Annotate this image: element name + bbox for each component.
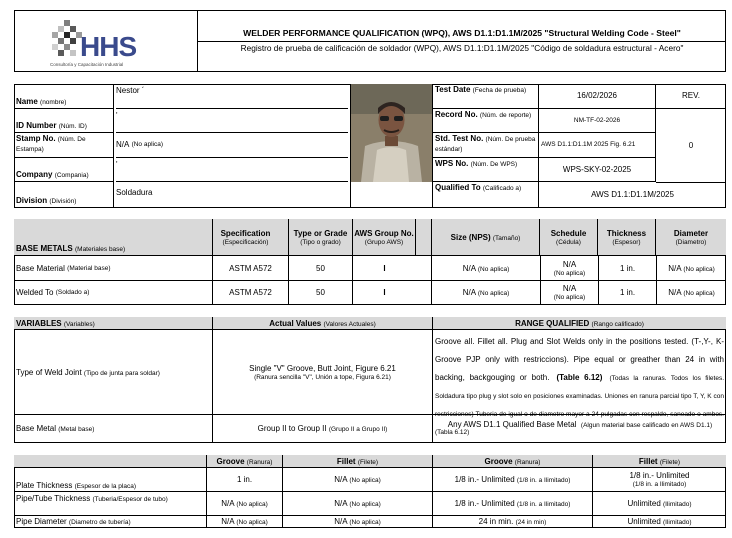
pipe-diameter-label-cell [16,517,206,527]
pipe-thickness-range-fillet-cell [593,492,726,516]
pipe-thickness-range-fillet: Unlimited [627,499,661,508]
pipe-diameter-groove: N/A [221,517,235,526]
col-spec-sub: (Especificación) [222,238,269,246]
division-label-sub: (División) [49,198,77,205]
company-label-sub: (Compania) [54,172,89,179]
welded-to-diameter-sub: (No aplica) [683,290,715,297]
actual-groove: Groove [216,457,245,466]
pipe-diameter-groove-cell [206,516,282,528]
welded-to-diameter-cell [656,281,726,305]
range-groove-header [433,455,593,468]
col-range-sub: (Rango calificado) [591,321,644,328]
pipe-diameter-fillet-cell [282,516,433,528]
welder-photo [351,84,432,182]
base-material-label-cell [16,256,212,281]
welded-to-schedule-cell [540,281,598,305]
joint-label-cell [16,330,206,415]
joint-value-cell [212,330,433,415]
col-thickness-header [598,219,656,256]
welded-to-grade: 50 [288,281,352,305]
actual-groove-header [206,455,282,468]
pipe-thickness-label-sub: (Tuberia/Espesor de tubo) [92,496,168,503]
form-title: WELDER PERFORMANCE QUALIFICATION (WPQ), AWS D1.1:D1.1M/2025 "Structural Welding Code - Steel" [198,26,726,42]
base-material-spec: ASTM A572 [212,256,288,281]
wps-label: WPS No. [435,159,469,168]
pipe-thickness-range-groove-cell [433,492,593,516]
welder-photo-cell [350,84,433,208]
stamp-label-sub: (Núm. De Estampa) [16,136,86,153]
stamp-value-sub: (No aplica) [131,141,164,148]
actual-fillet-header [282,455,433,468]
joint-value: Single "V" Groove, Butt Joint, Figure 6.21 [249,363,396,373]
test-date-value: 16/02/2026 [539,84,656,109]
range-fillet: Fillet [638,457,658,466]
welded-to-size-cell [432,281,540,305]
base-metal-label-cell [16,415,206,443]
test-date-label-cell [433,84,539,109]
pipe-thickness-label-cell [16,494,206,504]
base-metal-range-cell [436,418,724,442]
col-schedule-header [540,219,598,256]
col-thickness-sub: (Espesor) [612,238,641,246]
joint-range: Groove all. Fillet all. Plug and Slot Welds only in the positions tested. (T-,Y-, K-Groove PJP only with restriccions). Pipe equal or greather than 24 in with backing, backgouging or both. [435,337,724,382]
std-label-cell [433,133,539,158]
test-date-label-sub: (Fecha de prueba) [472,87,527,94]
std-value: AWS D1.1:D1.1M 2025 Fig. 6.21 [539,133,656,158]
base-material-size-sub: (No aplica) [477,265,510,273]
test-date-label: Test Date [435,85,471,94]
base-metal-value-sub: (Grupo II a Grupo II) [328,426,388,433]
pipe-thickness-groove-cell [206,492,282,516]
col-spec: Specification [220,228,271,238]
pipe-diameter-range-fillet-cell [593,516,726,528]
pipe-thickness-fillet-cell [282,492,433,516]
col-schedule-sub: (Cédula) [556,238,581,246]
pipe-thickness-range-groove: 1/8 in.- Unlimited [454,499,515,508]
joint-range-ref: (Table 6.12) [556,373,603,382]
col-type-header [288,219,352,256]
joint-range-sub: (Todas la ranuras. Todos los filetes. Soldadura tipo plug y slot solo en posiciones examinadas. Uniones en ranura parcial tipo T, Y, K con restricciones) Tuberia de igual o de diametro mayor a 24 pulgadas con respaldo, saneado o ambos. (Tabla 6.12) [435,375,725,436]
base-material-schedule-sub: (No aplica) [553,269,586,277]
pipe-thickness-fillet: N/A [334,499,348,508]
range-fillet-sub: (Filete) [659,459,681,466]
base-metals-title-sub: (Materiales base) [74,246,126,253]
col-aws-sub: (Grupo AWS) [364,238,404,246]
pipe-thickness-groove: N/A [221,499,235,508]
base-metal-label: Base Metal [16,424,57,433]
welded-to-diameter: N/A [668,288,682,297]
plate-thickness-fillet: N/A [334,475,348,484]
base-metal-value-cell [212,415,433,443]
id-value: ' [116,111,348,133]
stamp-value-cell [116,133,348,158]
name-label-sub: (nombre) [40,99,67,106]
base-material-label-sub: (Material base) [67,264,111,272]
plate-thickness-range-fillet: 1/8 in.- Unlimited [629,471,690,480]
base-material-grade: 50 [288,256,352,281]
id-label: ID Number [16,121,57,130]
std-label: Std. Test No. [435,134,484,143]
col-size: Size (NPS) [450,232,491,242]
rev-label: REV. [656,84,726,109]
logo-tagline: Consultoría y Capacitación Industrial [50,62,124,67]
welded-to-thickness: 1 in. [598,281,656,305]
range-groove: Groove [484,457,513,466]
col-range-header [433,317,726,330]
welded-to-size: N/A [462,288,476,297]
col-schedule: Schedule [550,228,587,238]
col-type: Type or Grade [293,228,348,238]
col-type-sub: (Tipo o grado) [300,238,341,246]
qualified-value: AWS D1.1:D1.1M/2025 [591,190,674,199]
col-size-header [432,219,540,256]
pipe-diameter-fillet-sub: (No aplica) [349,519,381,526]
variables-title-cell [16,319,95,329]
base-material-thickness: 1 in. [598,256,656,281]
wps-label-sub: (Núm. De WPS) [470,161,518,168]
pipe-diameter-range-groove-sub: (24 in min) [515,519,547,526]
col-diameter: Diameter [673,228,709,238]
pipe-thickness-fillet-sub: (No aplica) [349,501,381,508]
base-metal-range: Any AWS D1.1 Qualified Base Metal [447,420,577,429]
record-label-cell [433,109,539,133]
plate-thickness-label-cell [16,481,206,491]
pipe-diameter-groove-sub: (No aplica) [236,519,268,526]
rev-value: 0 [688,140,694,150]
pipe-thickness-range-fillet-sub: (Ilimitado) [663,501,692,508]
plate-thickness-range-groove: 1/8 in.- Unlimited [454,475,515,484]
col-size-sub: (Tamaño) [492,234,521,242]
base-material-diameter-sub: (No aplica) [683,265,715,273]
division-label: Division [16,196,48,205]
pipe-diameter-label: Pipe Diameter [16,517,67,526]
base-metal-label-sub: (Metal base) [58,426,95,433]
range-fillet-header [593,455,726,468]
actual-groove-sub: (Ranura) [246,459,273,466]
id-label-sub: (Núm. ID) [58,123,87,130]
base-material-group: I [352,256,416,281]
division-value: Soldadura [116,188,153,197]
base-metal-range-sub: (Algun material base calificado en AWS D1.1) [580,422,713,429]
col-actual: Actual Values [269,319,322,328]
base-material-size-cell [432,256,540,281]
base-material-size: N/A [462,263,476,273]
actual-fillet: Fillet [336,457,356,466]
base-metal-value: Group II to Group II [257,424,327,433]
stamp-label-cell [14,133,114,158]
col-actual-header [212,317,433,330]
form-subtitle: Registro de prueba de calificación de soldador (WPQ), AWS D1.1:D1.1M/2025 "Código de soldadura estructural - Acero" [240,43,684,53]
pipe-thickness-range-groove-sub: (1/8 in. a Ilimitado) [516,501,571,508]
actual-fillet-sub: (Filete) [357,459,379,466]
qualified-label: Qualified To [435,183,481,192]
welded-to-label: Welded To [16,288,54,297]
pipe-diameter-range-fillet: Unlimited [627,517,661,526]
record-label: Record No. [435,110,478,119]
pipe-thickness-label: Pipe/Tube Thickness [16,494,91,503]
base-metals-title: BASE METALS [16,244,73,253]
base-material-diameter: N/A [668,263,682,273]
plate-thickness-label-sub: (Espesor de la placa) [74,483,136,490]
joint-label: Type of Weld Joint [16,367,82,377]
record-label-sub: (Núm. de reporte) [479,112,532,119]
variables-title-sub: (Variables) [63,321,95,328]
plate-thickness-groove: 1 in. [206,468,282,492]
pipe-diameter-label-sub: (Diametro de tubería) [68,519,131,526]
range-groove-sub: (Ranura) [514,459,541,466]
base-material-schedule-cell [540,256,598,281]
base-material-schedule: N/A [562,259,577,269]
base-material-label: Base Material [16,263,65,273]
company-value: ' [116,160,348,182]
name-label-cell [14,84,114,109]
pipe-diameter-fillet: N/A [334,517,348,526]
wps-label-cell [433,158,539,182]
qualified-label-sub: (Calificado a) [482,185,522,192]
welded-to-label-cell [16,281,212,305]
welded-to-label-sub: (Soldado a) [55,289,90,296]
std-label-sub: (Núm. De prueba estándar) [435,136,536,153]
id-label-cell [14,109,114,133]
joint-label-sub: (Tipo de junta para soldar) [83,369,160,377]
base-metals-title-cell [16,244,125,254]
plate-thickness-range-groove-sub: (1/8 in. a Ilimitado) [516,477,571,484]
record-value: NM-TF-02-2026 [539,109,656,133]
plate-thickness-fillet-cell [282,468,433,492]
col-aws-header [352,219,416,256]
joint-value-sub: (Ranura sencilla "V", Unión a tope, Figura 6.21) [254,373,391,381]
pipe-diameter-range-groove: 24 in min. [478,517,514,526]
plate-thickness-range-groove-cell [433,468,593,492]
welded-to-schedule: N/A [562,284,577,293]
name-value: Nestor ´ [116,86,348,109]
col-diameter-sub: (Diametro) [675,238,707,246]
welded-to-spec: ASTM A572 [212,281,288,305]
col-range: RANGE QUALIFIED [515,319,590,328]
base-material-diameter-cell [656,256,726,281]
stamp-value: N/A [116,140,130,149]
welded-to-size-sub: (No aplica) [477,290,510,297]
plate-thickness-label: Plate Thickness [16,481,73,490]
pipe-thickness-groove-sub: (No aplica) [236,501,268,508]
col-diameter-header [656,219,726,256]
company-label: Company [16,170,53,179]
division-label-cell [14,182,114,208]
welded-to-group: I [352,281,416,305]
qualified-label-cell [433,182,539,208]
col-thickness: Thickness [606,228,647,238]
plate-thickness-range-fillet-sub: (1/8 in. a Ilimitado) [632,481,687,488]
company-label-cell [14,158,114,182]
pipe-diameter-range-groove-cell [433,516,593,528]
plate-thickness-fillet-sub: (No aplica) [349,477,381,484]
col-actual-sub: (Valores Actuales) [323,321,376,328]
wps-value: WPS-SKY-02-2025 [539,158,656,182]
logo-box [14,10,198,72]
name-label: Name [16,97,38,106]
pipe-diameter-range-fillet-sub: (Ilimitado) [663,519,692,526]
col-aws: AWS Group No. [354,228,414,238]
welded-to-schedule-sub: (No aplica) [553,294,586,301]
plate-thickness-range-fillet-cell [593,468,726,492]
stamp-label: Stamp No. [16,134,56,143]
col-spec-header [212,219,278,256]
logo-text: HHS [80,31,137,62]
variables-title: VARIABLES [16,319,62,328]
